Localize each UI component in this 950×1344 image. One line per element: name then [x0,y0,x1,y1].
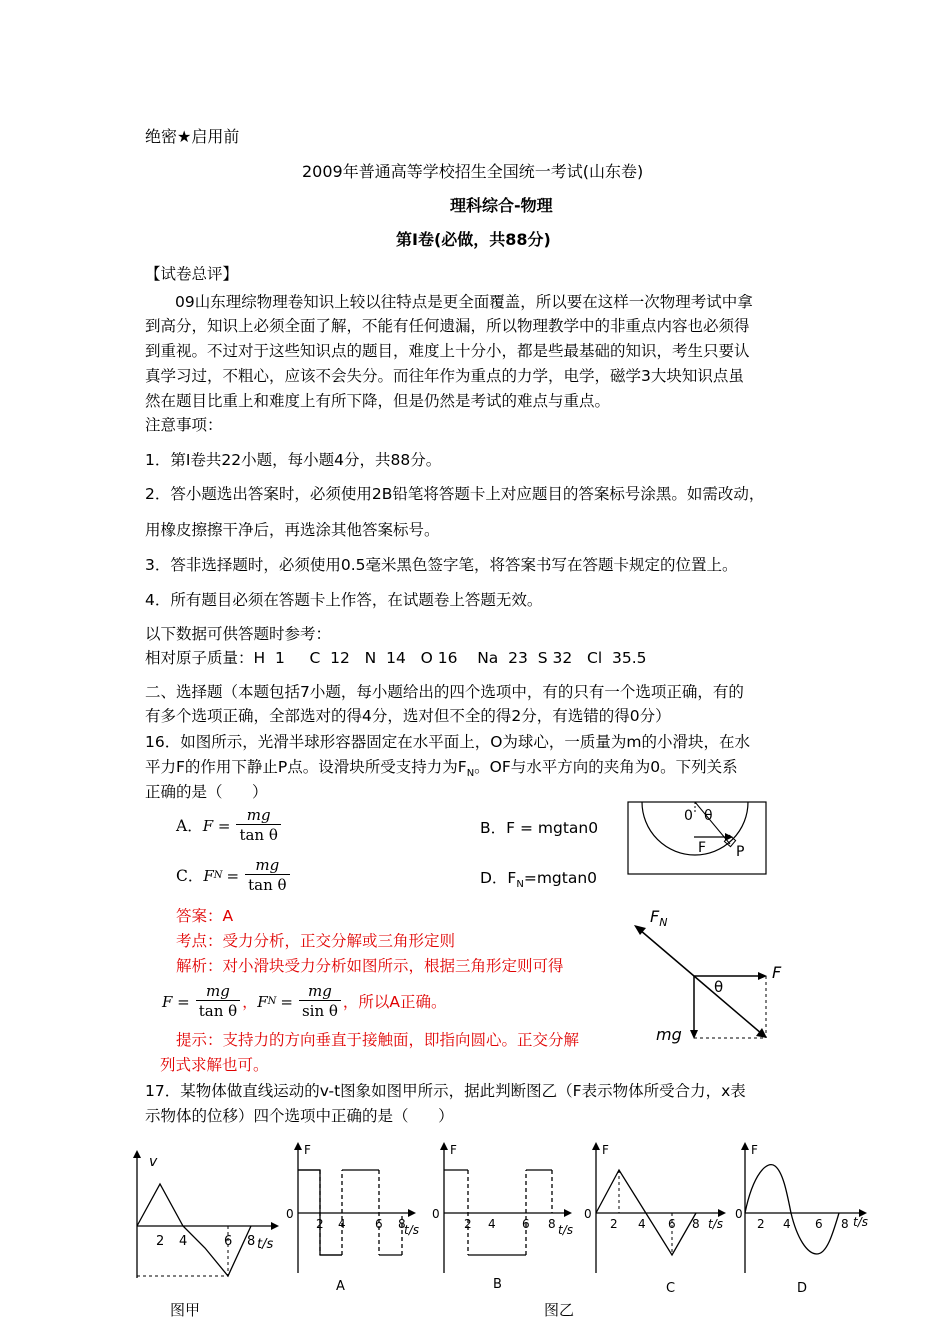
svg-text:t/s: t/s [853,1215,868,1229]
q16-option-d: D．$F_N=mgtan0$ [480,869,598,891]
svg-text:D: D [797,1281,808,1296]
svg-text:2: 2 [316,1217,324,1231]
svg-text:0: 0 [584,1207,592,1221]
svg-text:4: 4 [638,1217,646,1231]
svg-text:0: 0 [432,1207,440,1221]
part-title: 第Ⅰ卷(必做，共88分) [396,230,551,249]
q16-option-c: C． F N = $\frac{mg}{\text{tan θ}}$ [176,856,292,895]
svg-text:8: 8 [548,1217,556,1231]
graph-d [735,1138,883,1298]
svg-text:4: 4 [488,1217,496,1231]
svg-text:6: 6 [668,1217,676,1231]
section2-line: 有多个选项正确，全部选对的得4分，选对但不全的得2分，有选错的得0分） [145,707,671,725]
svg-text:F: F [450,1143,457,1157]
fig2-label-theta: θ [714,978,724,996]
svg-text:6: 6 [815,1217,823,1231]
fig1-label-o: 0 [684,808,693,824]
svg-text:B: B [493,1277,502,1292]
q16-option-b: B．F = mgtan0 [480,819,599,837]
fig1-label-f: F [698,840,707,856]
svg-text:6: 6 [522,1217,530,1231]
fig1-label-p: P [736,844,745,860]
svg-text:4: 4 [338,1217,346,1231]
q16-answer: 答案：A [176,907,234,925]
q16-hint: 列式求解也可。 [160,1056,269,1074]
svg-text:8: 8 [247,1234,256,1249]
review-line: 到重视。不过对于这些知识点的题目，难度上十分小，都是些最基础的知识，考生只要认 [145,342,750,360]
review-line: 然在题目比重上和难度上有所下降，但是仍然是考试的难点与重点。 [145,392,611,410]
svg-text:0: 0 [735,1207,743,1221]
ref-heading: 以下数据可供答题时参考： [145,625,332,643]
svg-text:2: 2 [156,1234,165,1249]
hemisphere-diagram [622,800,770,878]
note-item: 1．第I卷共22小题，每小题4分，共88分。 [145,451,442,469]
svg-text:C: C [666,1281,676,1296]
svg-text:6: 6 [224,1234,233,1249]
svg-text:2: 2 [464,1217,472,1231]
section2-line: 二、选择题（本题包括7小题，每小题给出的四个选项中，有的只有一个选项正确，有的 [145,683,744,701]
notes-heading: 注意事项： [145,416,223,434]
svg-text:4: 4 [783,1217,791,1231]
svg-text:4: 4 [179,1234,188,1249]
q16-option-a: A． F = $\frac{mg}{\text{tan θ}}$ [176,806,283,845]
review-line: 真学习过，不粗心，应该不会失分。而往年作为重点的力学，电学，磁学3大块知识点虽 [145,367,744,385]
fig2-label-mg: mg [656,1025,682,1044]
svg-text:6: 6 [375,1217,383,1231]
svg-text:8: 8 [398,1217,406,1231]
q16-stem: 16．如图所示，光滑半球形容器固定在水平面上，O为球心，一质量为m的小滑块，在水 [145,733,751,751]
svg-text:0: 0 [286,1207,294,1221]
svg-text:t/s: t/s [558,1223,573,1237]
svg-text:A: A [336,1279,345,1294]
note-item: 用橡皮擦擦干净后，再选涂其他答案标号。 [145,521,440,539]
vt-graph [125,1148,285,1288]
fig-yi-caption: 图乙 [544,1301,575,1319]
force-triangle-diagram [630,900,800,1050]
subject-title: 理科综合-物理 [450,196,553,215]
secret-label: 绝密★启用前 [145,127,240,146]
q16-analysis: 解析：对小滑块受力分析如图所示，根据三角形定则可得 [176,957,564,975]
svg-text:t/s: t/s [708,1217,723,1231]
note-item: 4．所有题目必须在答题卡上作答，在试题卷上答题无效。 [145,591,543,609]
q16-hint: 提示：支持力的方向垂直于接触面，即指向圆心。正交分解 [176,1031,580,1049]
review-line: 09山东理综物理卷知识上较以往特点是更全面覆盖，所以要在这样一次物理考试中拿 [175,293,753,311]
svg-text:t/s: t/s [257,1237,274,1252]
svg-text:8: 8 [692,1217,700,1231]
q16-stem: 平力F的作用下静止P点。设滑块所受支持力为$F_N$。OF与水平方向的夹角为0。下列关系 [145,758,738,780]
note-item: 3．答非选择题时，必须使用0.5毫米黑色签字笔，将答案书写在答题卡规定的位置上。 [145,556,738,574]
q17-stem: 示物体的位移）四个选项中正确的是（ ） [145,1107,454,1125]
fig-jia-caption: 图甲 [170,1301,201,1319]
ref-masses: 相对原子质量：H 1 C 12 N 14 O 16 Na 23 S 32 Cl 35.5 [145,649,647,667]
svg-text:8: 8 [841,1217,849,1231]
fig2-label-fn: $F_N$ [650,907,668,929]
svg-text:F: F [602,1143,609,1157]
review-heading: 【试卷总评】 [145,265,239,283]
svg-text:F: F [751,1143,758,1157]
svg-text:v: v [149,1154,158,1170]
fig1-label-theta: θ [704,808,713,824]
q16-point: 考点：受力分析，正交分解或三角形定则 [176,932,456,950]
q16-stem: 正确的是（ ） [145,783,268,801]
graph-a [282,1138,422,1298]
svg-text:F: F [304,1143,311,1157]
svg-text:2: 2 [610,1217,618,1231]
graph-b [430,1138,580,1298]
svg-text:2: 2 [757,1217,765,1231]
graph-c [584,1138,734,1298]
svg-text:t/s: t/s [404,1223,419,1237]
note-item: 2．答小题选出答案时，必须使用2B铅笔将答题卡上对应题目的答案标号涂黑。如需改动， [145,485,765,503]
review-line: 到高分，知识上必须全面了解，不能有任何遗漏，所以物理教学中的非重点内容也必须得 [145,317,750,335]
fig2-label-f: F [772,963,782,982]
q16-formula: F = $\frac{mg}{\text{tan θ}}$ ， F N = $\frac{mg}{\text{sin θ}}$ ，所以A正确。 [162,982,447,1020]
q17-stem: 17．某物体做直线运动的v-t图象如图甲所示，据此判断图乙（F表示物体所受合力，x表 [145,1082,746,1100]
exam-title: 2009年普通高等学校招生全国统一考试(山东卷) [302,162,644,181]
